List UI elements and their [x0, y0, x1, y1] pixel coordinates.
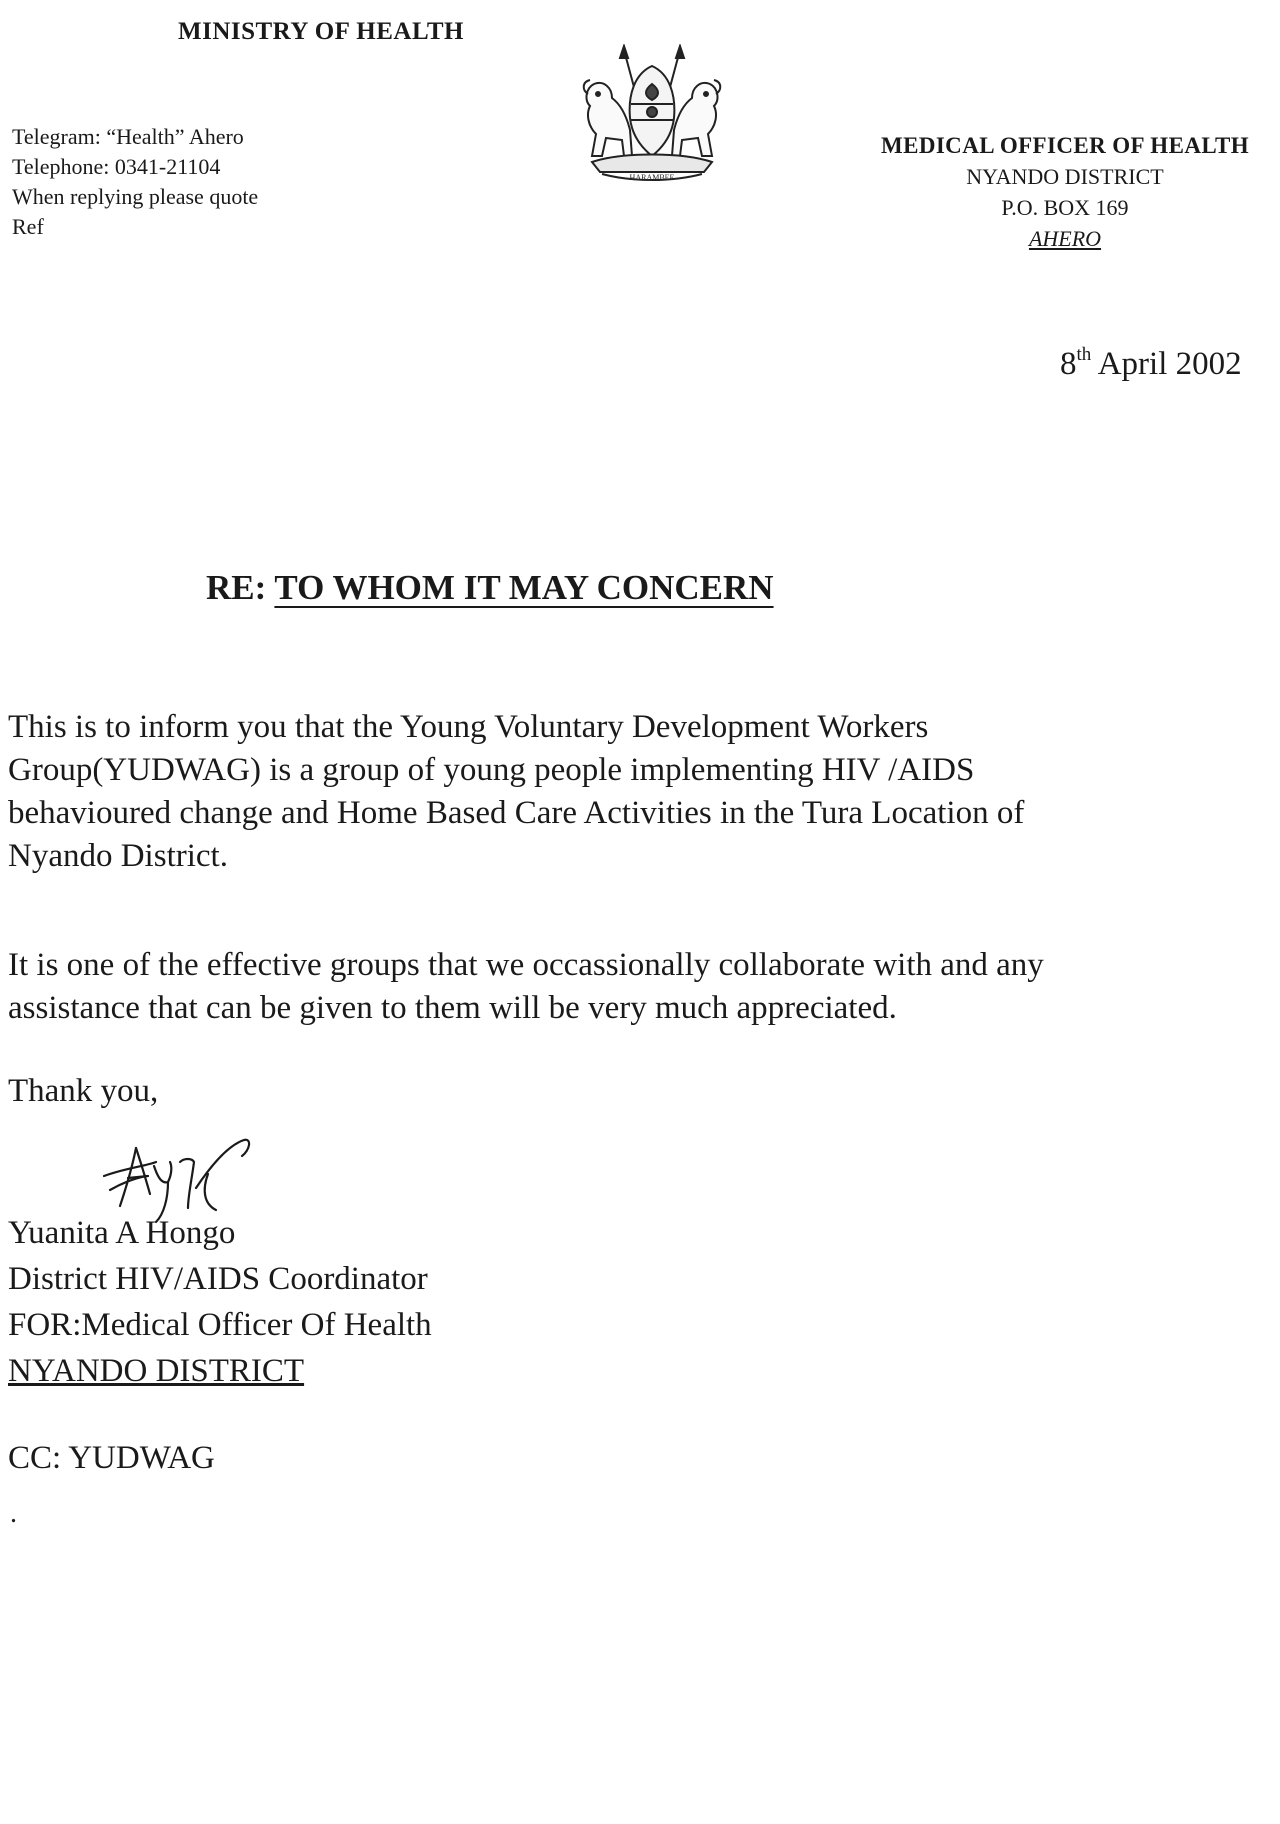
subject-text: TO WHOM IT MAY CONCERN	[274, 568, 774, 607]
trailing-mark: .	[10, 1498, 17, 1529]
cc-line: CC: YUDWAG	[8, 1440, 215, 1476]
emblem-motto: HARAMBEE	[629, 173, 675, 182]
ref-line: Ref	[12, 214, 44, 239]
office-district: NYANDO DISTRICT	[966, 164, 1164, 189]
office-town: AHERO	[1028, 226, 1102, 251]
signatory-for: FOR:Medical Officer Of Health	[8, 1307, 432, 1343]
body-paragraph-1: This is to inform you that the Young Voluntary Development Workers Group(YUDWAG) is a group of young people implementing HIV /AIDS behavioured change and Home Based Care Activities in the Tura Location of Nyando District.	[8, 709, 1025, 874]
telephone-line: Telephone: 0341-21104	[12, 154, 221, 179]
kenya-coat-of-arms-icon	[572, 44, 732, 184]
subject-prefix: RE:	[206, 568, 275, 607]
office-po-box: P.O. BOX 169	[1001, 195, 1129, 220]
reply-quote-line: When replying please quote	[12, 184, 259, 209]
signatory-block	[8, 1210, 432, 1394]
signatory-district: NYANDO DISTRICT	[8, 1353, 305, 1389]
ministry-heading: MINISTRY OF HEALTH	[178, 18, 464, 45]
closing-text: Thank you,	[8, 1073, 159, 1109]
subject-line	[206, 568, 774, 608]
office-address-block	[860, 130, 1270, 254]
telegram-line: Telegram: “Health” Ahero	[12, 124, 244, 149]
signatory-role: District HIV/AIDS Coordinator	[8, 1261, 428, 1297]
signatory-name: Yuanita A Hongo	[8, 1215, 236, 1251]
letter-date: 8th April 2002	[1060, 344, 1242, 382]
office-title: MEDICAL OFFICER OF HEALTH	[880, 133, 1250, 158]
body-paragraph-2: It is one of the effective groups that we occassionally collaborate with and any assistance that can be given to them will be very much appreciated.	[8, 947, 1044, 1026]
contact-block	[12, 122, 258, 242]
